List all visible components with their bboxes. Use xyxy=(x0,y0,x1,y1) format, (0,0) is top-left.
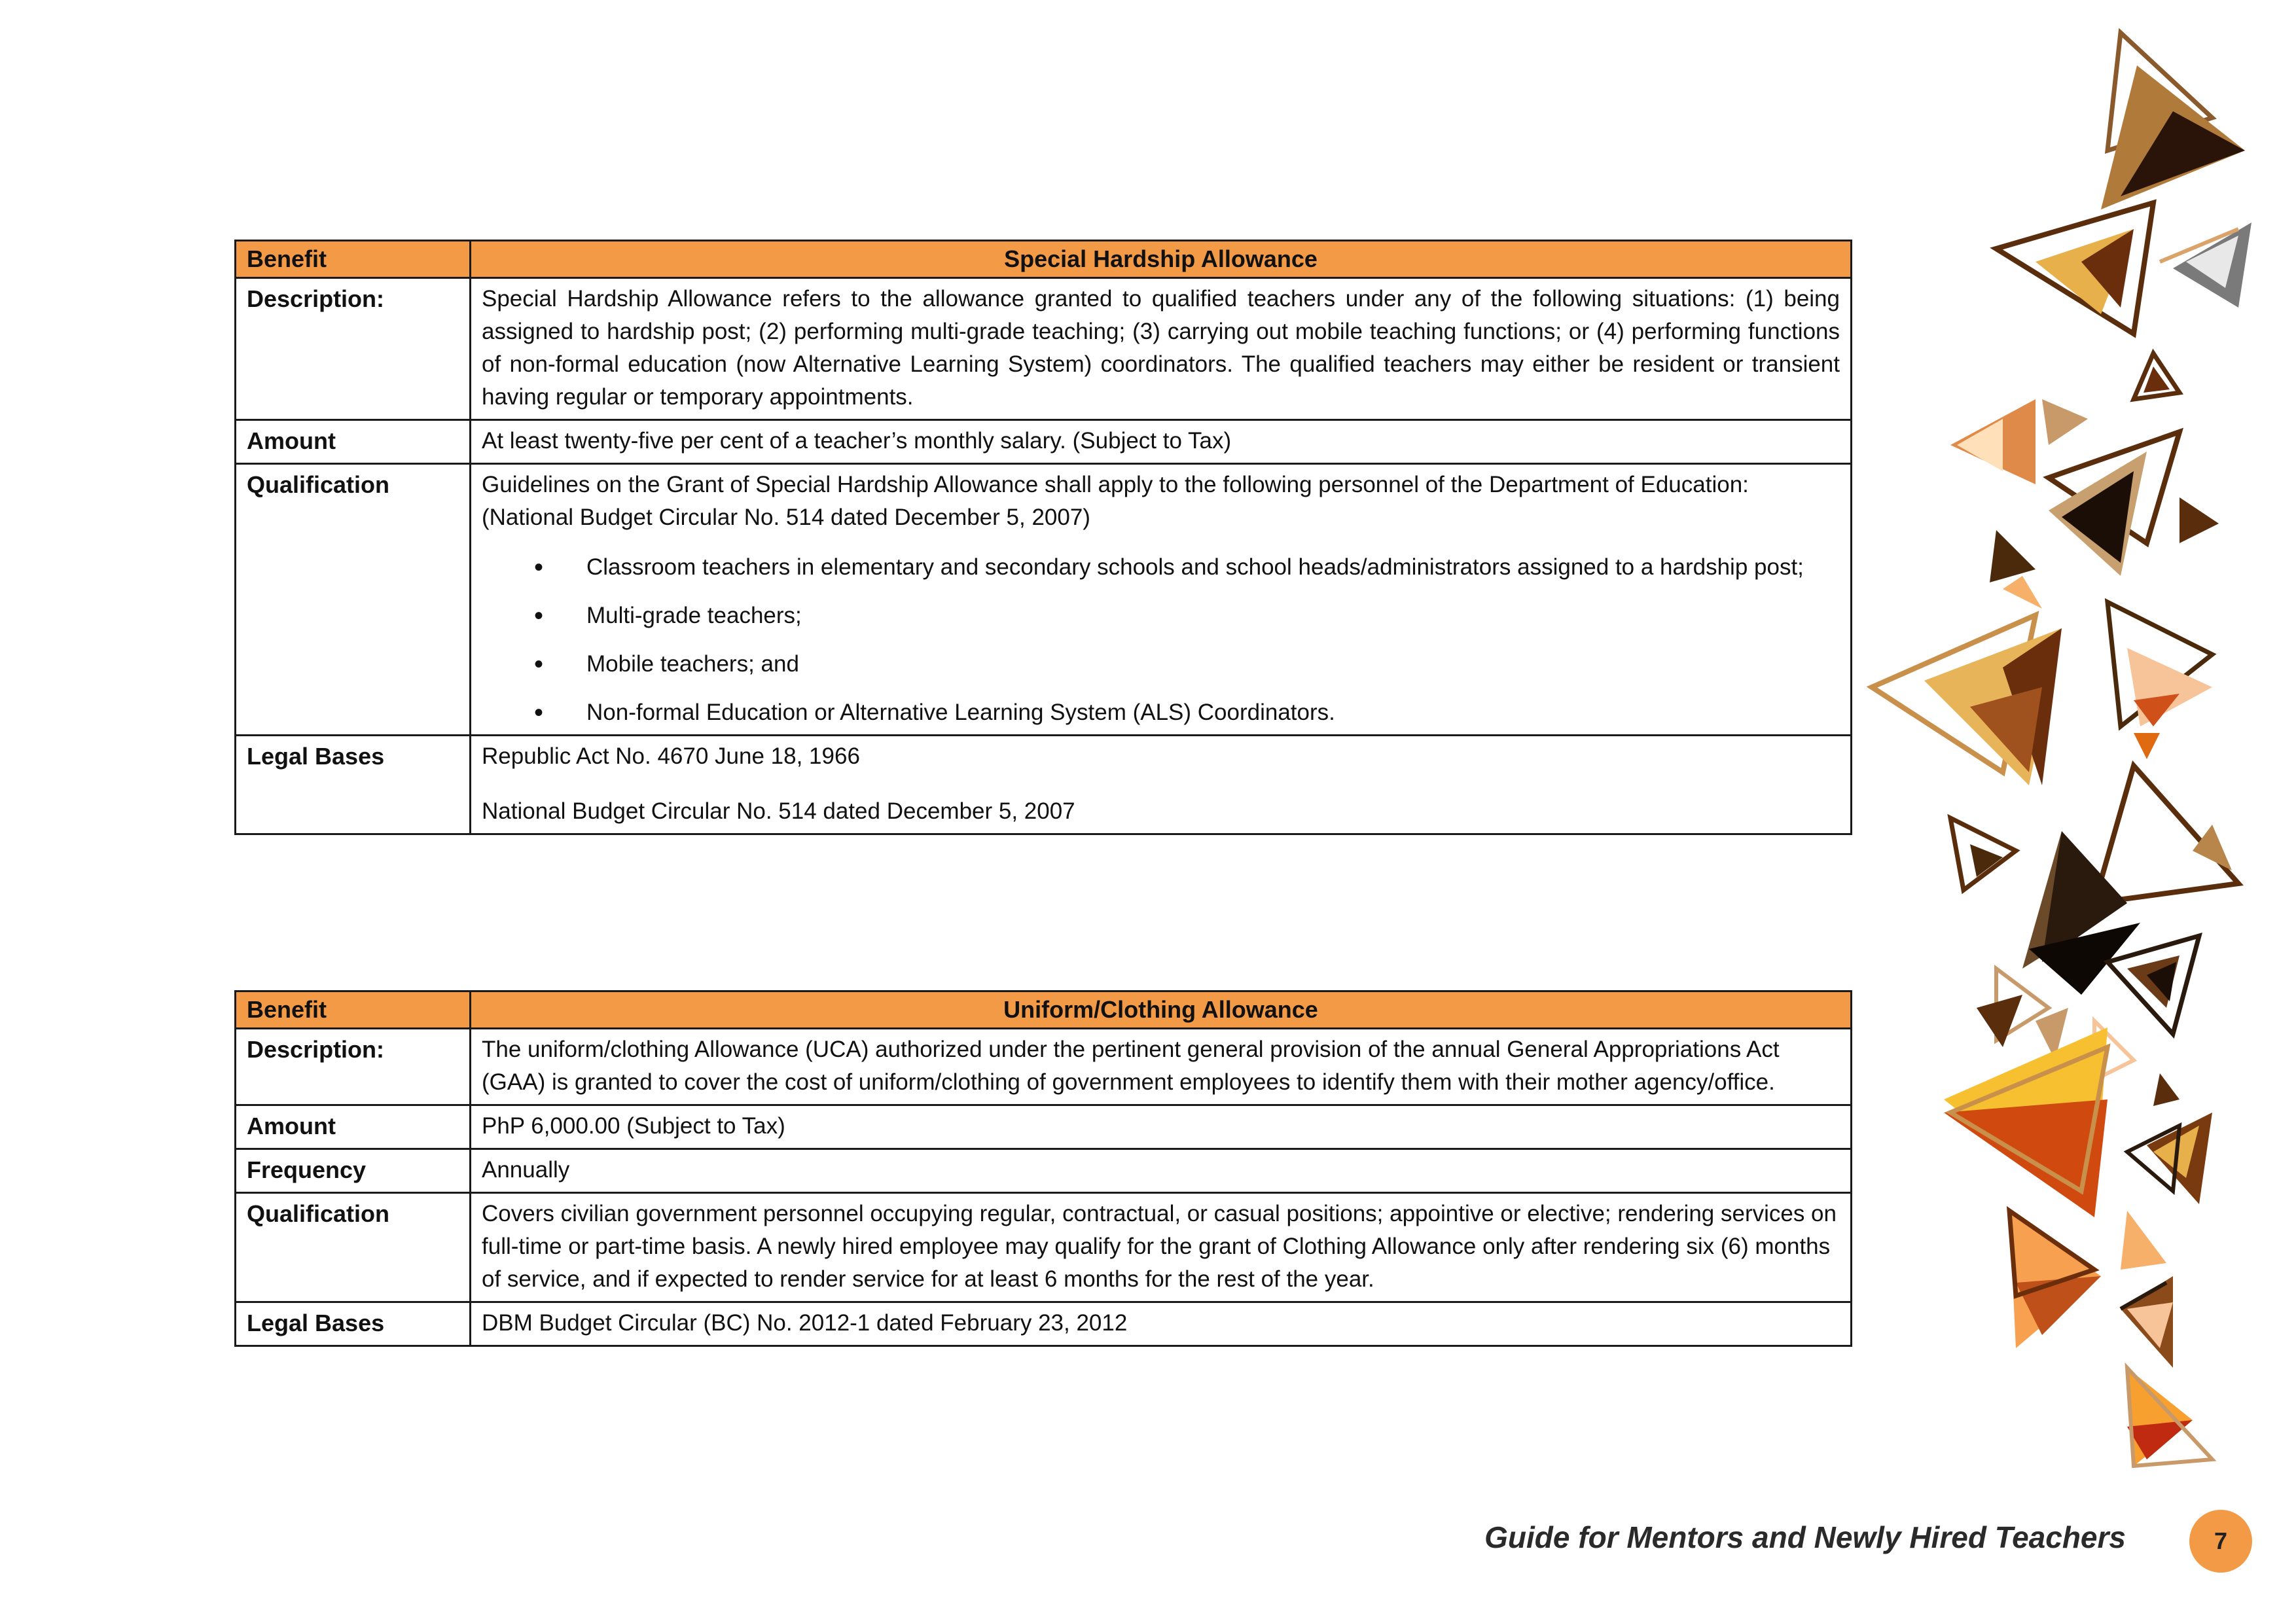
description-label: Description: xyxy=(236,1029,471,1105)
legal-bases-label: Legal Bases xyxy=(236,736,471,834)
benefit-name: Special Hardship Allowance xyxy=(471,241,1852,278)
frequency-label: Frequency xyxy=(236,1149,471,1193)
decorative-triangles xyxy=(1846,0,2278,1623)
legal-bases-row xyxy=(236,1302,1852,1346)
table-header-row xyxy=(236,241,1852,278)
description-text: Special Hardship Allowance refers to the allowance granted to qualified teachers under any of the following situations: (1) being assigned to hardship post; (2) performing multi-grade teaching; (3) carrying out mobile teaching functions; or (4) performing functions of non-formal education (now Alternative Learning System) coordinators. The qualified teachers may either be resident or transient having regular or temporary appointments. xyxy=(471,278,1852,420)
description-row xyxy=(236,1029,1852,1105)
qualification-row xyxy=(236,1193,1852,1302)
qualification-cell xyxy=(471,464,1852,736)
benefit-name: Uniform/Clothing Allowance xyxy=(471,991,1852,1029)
legal-basis-item: Republic Act No. 4670 June 18, 1966 xyxy=(482,743,860,769)
page-number-badge: 7 xyxy=(2189,1510,2252,1573)
uniform-clothing-allowance-table xyxy=(234,990,1852,1347)
benefit-label: Benefit xyxy=(236,991,471,1029)
amount-text: PhP 6,000.00 (Subject to Tax) xyxy=(471,1105,1852,1149)
benefit-label: Benefit xyxy=(236,241,471,278)
qualification-intro: Guidelines on the Grant of Special Hardship Allowance shall apply to the following personnel of the Department of Education: xyxy=(482,472,1749,497)
amount-row xyxy=(236,1105,1852,1149)
description-row xyxy=(236,278,1852,420)
legal-basis-item: National Budget Circular No. 514 dated December 5, 2007 xyxy=(482,798,1075,824)
frequency-row xyxy=(236,1149,1852,1193)
amount-text: At least twenty-five per cent of a teacher’s monthly salary. (Subject to Tax) xyxy=(471,420,1852,464)
qualification-label: Qualification xyxy=(236,1193,471,1302)
list-item: • Non-formal Education or Alternative Learning System (ALS) Coordinators. xyxy=(534,696,1840,729)
footer-title: Guide for Mentors and Newly Hired Teachers xyxy=(1484,1520,2126,1554)
qualification-label: Qualification xyxy=(236,464,471,736)
description-label: Description: xyxy=(236,278,471,420)
list-item: • Classroom teachers in elementary and secondary schools and school heads/administrators assigned to a hardship post; xyxy=(534,551,1840,584)
amount-label: Amount xyxy=(236,1105,471,1149)
description-text: The uniform/clothing Allowance (UCA) authorized under the pertinent general provision of the annual General Appropriations Act (GAA) is granted to cover the cost of uniform/clothing of government employees to identify them with their mother agency/office. xyxy=(471,1029,1852,1105)
legal-bases-row xyxy=(236,736,1852,834)
frequency-text: Annually xyxy=(471,1149,1852,1193)
legal-bases-label: Legal Bases xyxy=(236,1302,471,1346)
qualification-text: Covers civilian government personnel occupying regular, contractual, or casual positions; appointive or elective; rendering services on full-time or part-time basis. A newly hired employee may qualify for the grant of Clothing Allowance only after rendering six (6) months of service, and if expected to render service for at least 6 months for the rest of the year. xyxy=(471,1193,1852,1302)
table-header-row xyxy=(236,991,1852,1029)
list-item: • Mobile teachers; and xyxy=(534,648,1840,681)
qualification-row xyxy=(236,464,1852,736)
list-item: • Multi-grade teachers; xyxy=(534,599,1840,632)
amount-row xyxy=(236,420,1852,464)
qualification-circular: (National Budget Circular No. 514 dated December 5, 2007) xyxy=(482,505,1090,530)
qualification-list xyxy=(482,551,1840,729)
legal-bases-cell xyxy=(471,736,1852,834)
amount-label: Amount xyxy=(236,420,471,464)
special-hardship-allowance-table xyxy=(234,240,1852,835)
legal-basis-item: DBM Budget Circular (BC) No. 2012-1 dated February 23, 2012 xyxy=(471,1302,1852,1346)
